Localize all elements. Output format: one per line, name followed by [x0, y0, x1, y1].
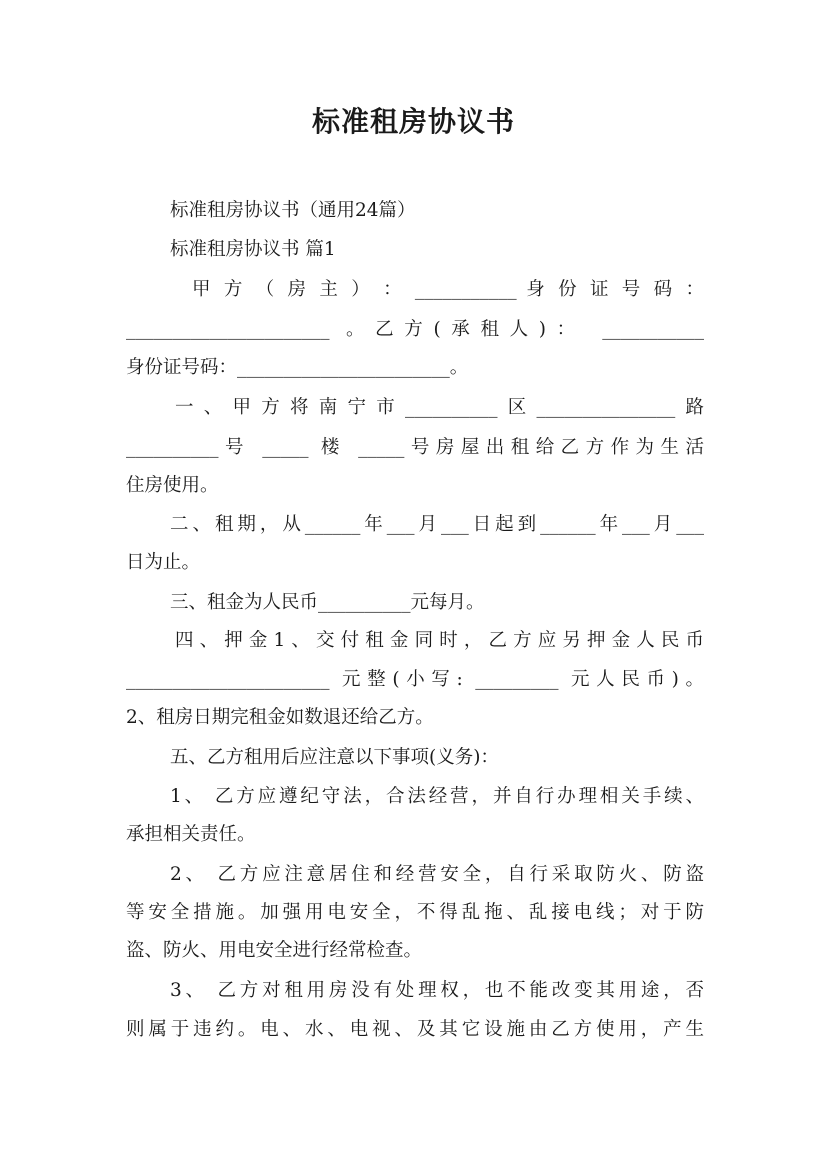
document-title: 标准租房协议书: [311, 105, 515, 138]
paragraph-line: 2、 乙方应注意居住和经营安全，自行采取防火、防盗: [170, 864, 704, 885]
paragraph-line: 甲 方 （ 房 主 ） ： ___________ 身 份 证 号 码 ：: [192, 279, 704, 300]
paragraph-line: 盗、防火、用电安全进行经常检查。: [126, 940, 423, 961]
paragraph-line: 3、 乙方对租用房没有处理权，也不能改变其用途，否: [170, 980, 704, 1001]
paragraph-line: 则属于违约。电、水、电视、及其它设施由乙方使用，产生: [126, 1019, 704, 1040]
paragraph-line: __________号 _____ 楼 _____号房屋出租给乙方作为生活: [126, 437, 704, 458]
subtitle-line: 标准租房协议书（通用24篇）: [170, 200, 416, 221]
paragraph-line: 五、乙方租用后应注意以下事项(义务)：: [170, 747, 499, 768]
paragraph-line: 承担相关责任。: [126, 824, 256, 845]
paragraph-line: 2、租房日期完租金如数退还给乙方。: [126, 707, 434, 728]
paragraph-line: 四、押金1、交付租金同时，乙方应另押金人民币: [175, 630, 704, 651]
paragraph-line: 1、 乙方应遵纪守法，合法经营，并自行办理相关手续、: [170, 786, 704, 807]
paragraph-line: 三、租金为人民币__________元每月。: [170, 592, 485, 613]
paragraph-line: 一、甲方将南宁市__________区_______________路: [175, 397, 704, 418]
paragraph-line: ______________________ 元整(小写: _________ 元人民币)。: [126, 669, 704, 690]
paragraph-line: 等安全措施。加强用电安全，不得乱拖、乱接电线；对于防: [126, 902, 704, 923]
paragraph-line: ______________________ 。乙方(承租人)： ___________: [126, 319, 704, 340]
paragraph-line: 身份证号码：_______________________。: [126, 357, 469, 378]
paragraph-line: 二、租期，从______年___月___日起到______年___月___: [170, 514, 704, 535]
paragraph-line: 日为止。: [126, 552, 201, 573]
section-heading: 标准租房协议书 篇1: [170, 239, 336, 260]
paragraph-line: 住房使用。: [126, 475, 219, 496]
